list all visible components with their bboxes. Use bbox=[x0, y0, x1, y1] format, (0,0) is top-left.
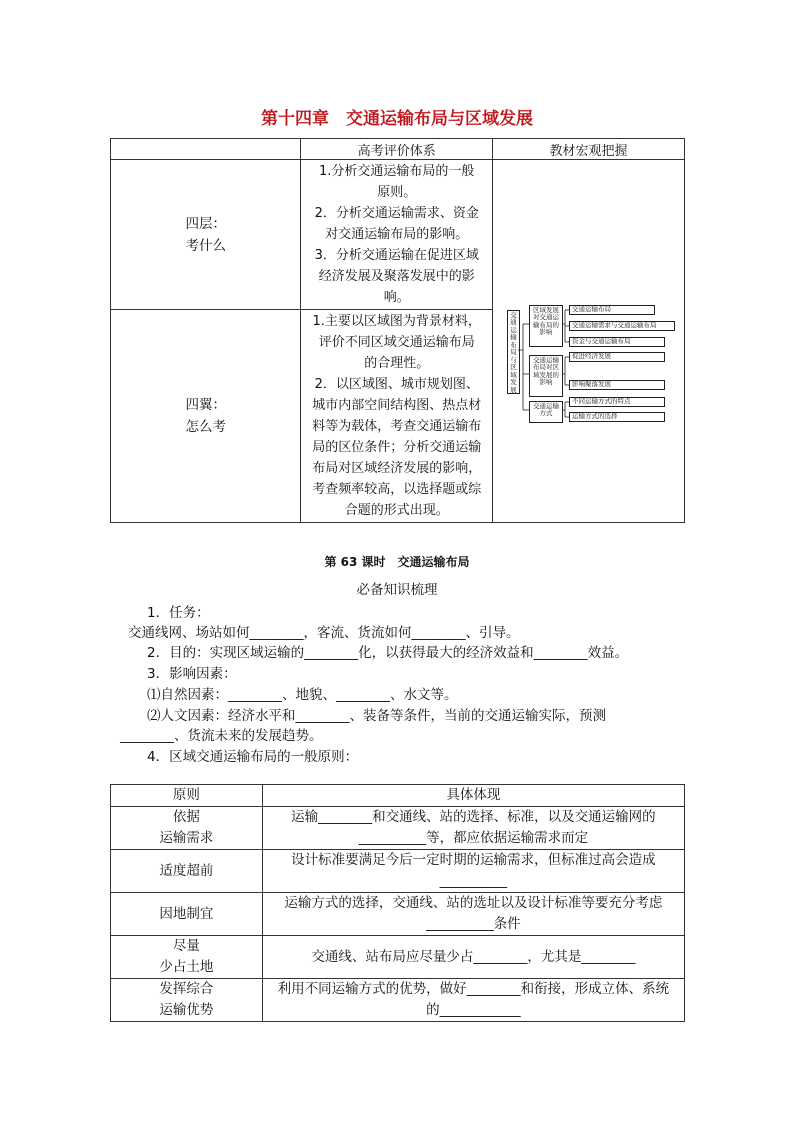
embodiment-cell bbox=[262, 936, 684, 979]
table-row bbox=[111, 979, 685, 1022]
text-line: 城市内部空间结构图、热点材 bbox=[312, 398, 482, 413]
principles-table bbox=[110, 784, 685, 1022]
knowledge-title: 必备知识梳理 bbox=[356, 582, 438, 598]
header-textbook-overview: 教材宏观把握 bbox=[493, 139, 685, 160]
principle-line: 少占土地 bbox=[159, 959, 214, 975]
leaf-box: 交通运输布局 bbox=[569, 305, 655, 315]
header-evaluation-system: 高考评价体系 bbox=[301, 139, 493, 160]
item-principles: 4．区域交通运输布局的一般原则： bbox=[147, 749, 359, 765]
branch-box-regional-development: 区域发展对交通运输布局的影响 bbox=[529, 305, 563, 347]
principle-cell bbox=[111, 979, 263, 1022]
leaf-box: 不同运输方式的特点 bbox=[569, 397, 665, 407]
evaluation-table bbox=[110, 138, 685, 523]
table-row bbox=[111, 893, 685, 936]
principle-cell bbox=[111, 850, 263, 893]
table-row bbox=[111, 160, 685, 310]
item-purpose: 2．目的：实现区域运输的________化，以获得最大的经济效益和________效益。 bbox=[147, 645, 629, 661]
text-line: 2．分析交通运输需求、资金 bbox=[314, 206, 479, 221]
item-natural-factors: ⑴自然因素：________、地貌、________、水文等。 bbox=[147, 687, 458, 703]
embodiment-line: __________条件 bbox=[426, 916, 521, 932]
table-header-row bbox=[111, 785, 685, 807]
text-line: 2．以区域图、城市规划图、 bbox=[314, 377, 479, 392]
leaf-box: 交通运输需求与交通运输布局 bbox=[569, 321, 675, 331]
item-factors: 3．影响因素： bbox=[147, 666, 237, 682]
item-human-factors-cont: ________、货流未来的发展趋势。 bbox=[120, 728, 323, 744]
text-line: 考查频率较高，以选择题或综 bbox=[312, 482, 482, 497]
embodiment-line: 运输________和交通线、站的选择、标准，以及交通运输网的 bbox=[291, 809, 656, 825]
leaf-box: 影响聚落发展 bbox=[569, 380, 665, 390]
embodiment-line: 交通线、站布局应尽量少占________，尤其是________ bbox=[311, 948, 636, 965]
principle-line: 适度超前 bbox=[159, 862, 214, 879]
row-label-four-layers bbox=[111, 160, 301, 310]
embodiment-line: 设计标准要满足今后一定时期的运输需求，但标准过高会造成 bbox=[291, 852, 656, 868]
branch-box-transport-modes: 交通运输方式 bbox=[529, 401, 563, 423]
embodiment-line: 利用不同运输方式的优势，做好________和衔接，形成立体、系统 bbox=[277, 981, 670, 997]
text-line: 对交通运输布局的影响。 bbox=[325, 227, 469, 242]
table-header-row bbox=[111, 139, 685, 160]
label-line: 四翼： bbox=[185, 397, 226, 413]
four-wings-content bbox=[301, 310, 493, 523]
text-line: 经济发展及聚落发展中的影 bbox=[318, 269, 475, 284]
embodiment-cell bbox=[262, 850, 684, 893]
text-line: 料等为载体，考查交通运输布 bbox=[312, 419, 482, 434]
embodiment-cell bbox=[262, 893, 684, 936]
branch-box-transport-layout: 交通运输布局对区域发展的影响 bbox=[529, 355, 563, 397]
embodiment-line: __________ bbox=[439, 873, 508, 889]
item-task-detail: 交通线网、场站如何________，客流、货流如何________、引导。 bbox=[128, 625, 520, 641]
concept-map-cell bbox=[493, 160, 685, 523]
table-row bbox=[111, 936, 685, 979]
principle-line: 运输需求 bbox=[159, 830, 214, 846]
leaf-box: 资金与交通运输布局 bbox=[569, 337, 665, 347]
principle-cell bbox=[111, 893, 263, 936]
principle-line: 尽量 bbox=[172, 938, 200, 954]
text-line: 评价不同区域交通运输布局 bbox=[318, 335, 475, 350]
label-line: 四层： bbox=[185, 215, 226, 232]
text-line: 局的区位条件；分析交通运输 bbox=[312, 440, 482, 455]
embodiment-line: 的____________ bbox=[426, 1002, 521, 1018]
leaf-box: 促进经济发展 bbox=[569, 352, 665, 362]
text-line: 原则。 bbox=[377, 185, 417, 200]
text-line: 响。 bbox=[383, 290, 410, 305]
text-line: 的合理性。 bbox=[364, 356, 430, 371]
table-row bbox=[111, 807, 685, 850]
label-line: 考什么 bbox=[185, 237, 226, 254]
concept-map bbox=[493, 164, 683, 519]
principle-line: 发挥综合 bbox=[159, 981, 214, 997]
principle-line: 依据 bbox=[172, 809, 200, 825]
embodiment-line: __________等，都应依据运输需求而定 bbox=[358, 830, 589, 846]
item-human-factors: ⑵人文因素：经济水平和________、装备等条件，当前的交通运输实际，预测 bbox=[147, 708, 606, 724]
table-row bbox=[111, 850, 685, 893]
item-task: 1．任务： bbox=[147, 605, 210, 621]
embodiment-cell bbox=[262, 979, 684, 1022]
leaf-box: 运输方式的选择 bbox=[569, 412, 665, 422]
text-line: 3．分析交通运输在促进区域 bbox=[314, 248, 479, 263]
header-principle: 原则 bbox=[111, 785, 263, 807]
principle-cell bbox=[111, 807, 263, 850]
principle-cell bbox=[111, 936, 263, 979]
text-line: 布局对区域经济发展的影响， bbox=[312, 461, 482, 476]
chapter-title: 第十四章 交通运输布局与区域发展 bbox=[261, 109, 533, 129]
header-embodiment: 具体体现 bbox=[262, 785, 684, 807]
embodiment-line: 运输方式的选择，交通线、站的选址以及设计标准等要充分考虑 bbox=[284, 895, 663, 911]
text-line: 1.主要以区域图为背景材料， bbox=[312, 314, 481, 329]
row-label-four-wings bbox=[111, 310, 301, 523]
four-layers-content bbox=[301, 160, 493, 310]
label-line: 怎么考 bbox=[185, 419, 226, 435]
principle-line: 因地制宜 bbox=[159, 905, 214, 922]
lesson-title: 第 63 课时 交通运输布局 bbox=[324, 555, 470, 569]
principle-line: 运输优势 bbox=[159, 1002, 214, 1018]
header-empty bbox=[111, 139, 301, 160]
text-line: 合题的形式出现。 bbox=[344, 503, 449, 518]
embodiment-cell bbox=[262, 807, 684, 850]
diagram-root-box: 交通运输布局与区域发展 bbox=[507, 310, 520, 394]
text-line: 1.分析交通运输布局的一般 bbox=[319, 164, 475, 179]
